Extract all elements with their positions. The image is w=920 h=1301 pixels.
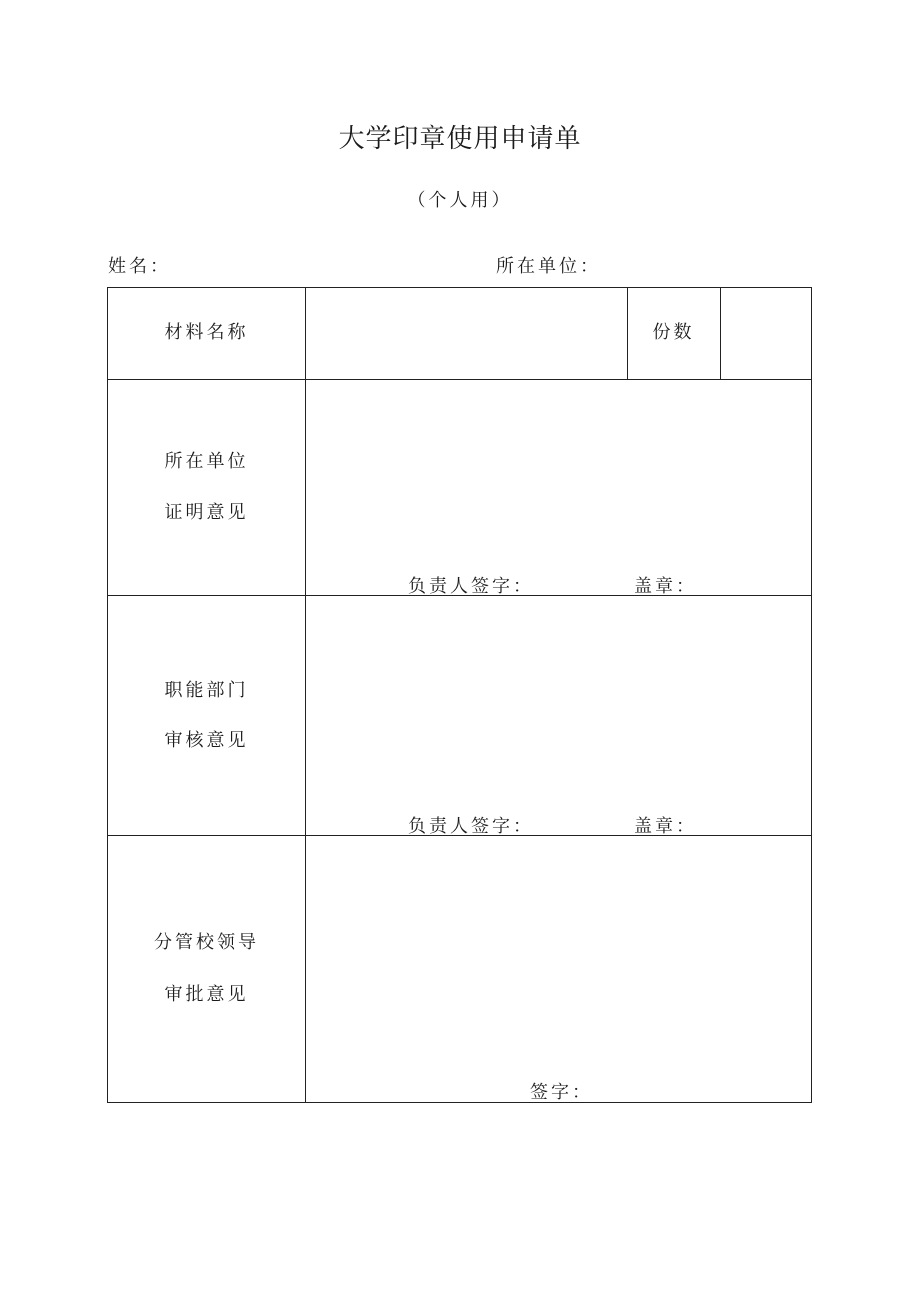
- copies-value-divider: [720, 288, 721, 379]
- material-name-label: 材料名称: [164, 322, 249, 343]
- department-opinion-label-line1: 职能部门: [164, 680, 249, 701]
- department-opinion-area[interactable]: [307, 597, 811, 833]
- row-divider: [108, 379, 811, 380]
- leader-opinion-label-line2: 审批意见: [164, 984, 249, 1005]
- label-column-divider: [305, 288, 306, 1102]
- unit-opinion-area[interactable]: [307, 381, 811, 593]
- material-name-field[interactable]: [307, 290, 625, 377]
- unit-opinion-label-line2: 证明意见: [164, 502, 249, 523]
- document-subtitle: （个人用）: [407, 190, 513, 211]
- copies-field[interactable]: [722, 290, 810, 377]
- copies-label: 份数: [652, 322, 695, 343]
- leader-signature-label: 签字：: [530, 1082, 593, 1103]
- applicant-unit-label: 所在单位：: [496, 256, 601, 277]
- department-signature-label: 负责人签字：: [408, 816, 534, 837]
- leader-opinion-area[interactable]: [307, 837, 811, 1100]
- unit-stamp-label: 盖章：: [634, 576, 697, 597]
- unit-signature-label: 负责人签字：: [408, 576, 534, 597]
- application-form-table: [107, 287, 812, 1103]
- document-title: 大学印章使用申请单: [338, 124, 582, 154]
- unit-opinion-label-line1: 所在单位: [164, 451, 249, 472]
- applicant-name-label: 姓名：: [108, 256, 171, 277]
- department-opinion-label-line2: 审核意见: [164, 730, 249, 751]
- department-stamp-label: 盖章：: [634, 816, 697, 837]
- leader-opinion-label-line1: 分管校领导: [154, 932, 259, 953]
